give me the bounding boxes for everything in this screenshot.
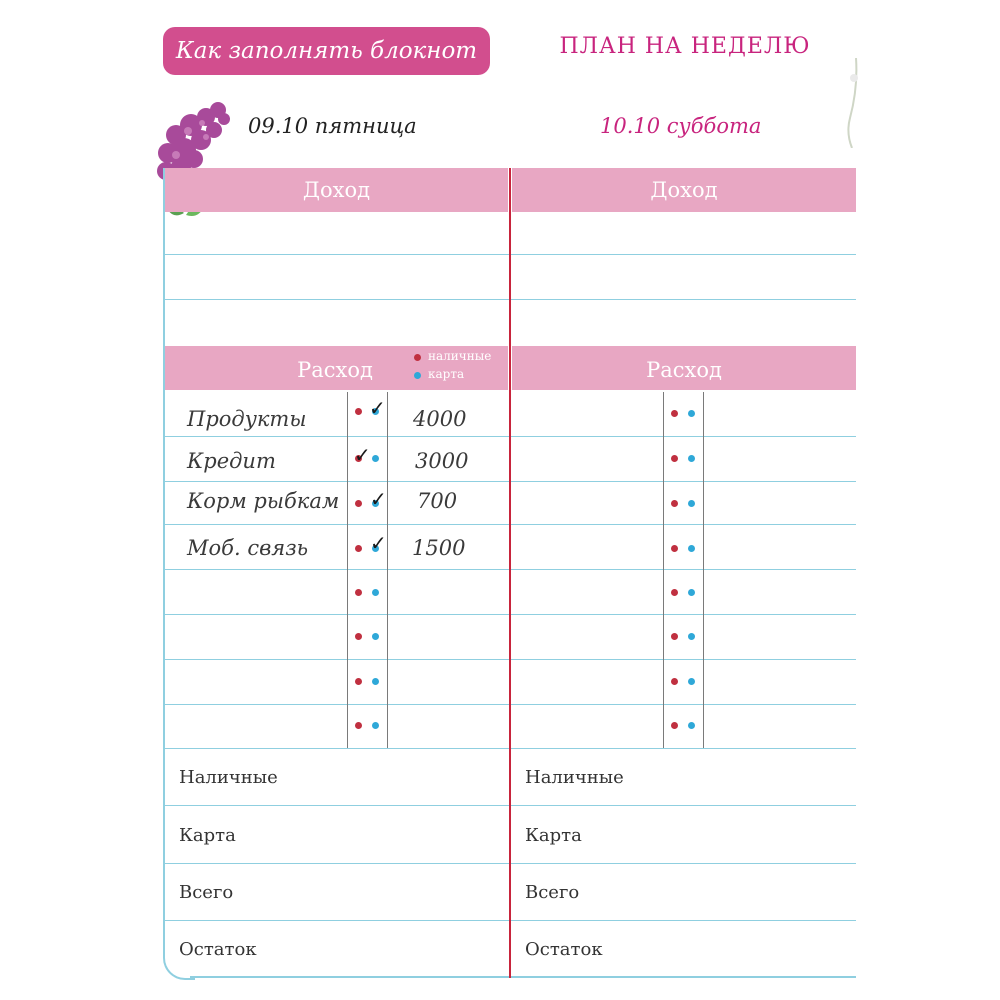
column-divider [663,392,664,748]
expense-label-day2: Расход [646,358,722,382]
check-mark: ✓ [370,487,387,511]
summary-remainder-day1: Остаток [179,939,257,960]
card-dot [414,372,421,379]
income-label-day2: Доход [650,178,718,202]
expense-amount: 4000 [413,407,467,431]
expense-amount: 3000 [415,449,469,473]
card-dot[interactable] [688,589,695,596]
column-divider [347,392,348,748]
plan-title: ПЛАН НА НЕДЕЛЮ [559,34,811,59]
card-dot[interactable] [688,410,695,417]
cash-dot[interactable] [671,589,678,596]
expense-amount: 700 [417,489,458,513]
cash-dot[interactable] [355,722,362,729]
legend-card: карта [428,367,465,381]
how-to-fill-label: Как заполнять блокнот [163,27,490,75]
cash-dot[interactable] [671,500,678,507]
card-dot[interactable] [688,678,695,685]
legend-cash: наличные [428,349,492,363]
cash-dot[interactable] [671,633,678,640]
expense-amount: 1500 [412,536,466,560]
expense-item: Продукты [187,407,307,431]
check-mark: ✓ [354,443,371,467]
cash-dot[interactable] [355,633,362,640]
summary-total-day1: Всего [179,882,234,903]
summary-cash-day2: Наличные [525,767,624,788]
card-dot[interactable] [372,722,379,729]
check-mark: ✓ [369,396,386,420]
column-divider [387,392,388,748]
cash-dot[interactable] [671,678,678,685]
summary-total-day2: Всего [525,882,580,903]
card-dot[interactable] [688,545,695,552]
summary-card-day2: Карта [525,825,582,846]
cash-dot[interactable] [355,408,362,415]
cash-dot[interactable] [355,589,362,596]
summary-remainder-day2: Остаток [525,939,603,960]
card-dot[interactable] [688,500,695,507]
cash-dot [414,354,421,361]
cash-dot[interactable] [671,455,678,462]
card-dot[interactable] [688,455,695,462]
expense-item: Корм рыбкам [187,489,340,513]
expense-label-day1: Расход [297,358,373,382]
card-dot[interactable] [688,722,695,729]
day-divider [509,168,511,978]
card-dot[interactable] [372,455,379,462]
cash-dot[interactable] [671,722,678,729]
card-dot[interactable] [372,589,379,596]
date-day1: 09.10 пятница [248,114,417,138]
column-divider [703,392,704,748]
card-dot[interactable] [688,633,695,640]
flower-stem-icon [840,58,860,148]
card-dot[interactable] [372,633,379,640]
sheet-border [163,168,165,958]
expense-item: Кредит [187,449,276,473]
check-mark: ✓ [370,531,387,555]
cash-dot[interactable] [355,678,362,685]
cash-dot[interactable] [355,500,362,507]
summary-cash-day1: Наличные [179,767,278,788]
sheet-bottom [190,976,856,978]
cash-dot[interactable] [355,545,362,552]
income-label-day1: Доход [302,178,371,202]
cash-dot[interactable] [671,545,678,552]
expense-item: Моб. связь [187,536,309,560]
summary-card-day1: Карта [179,825,236,846]
cash-dot[interactable] [671,410,678,417]
date-day2: 10.10 суббота [600,114,762,138]
card-dot[interactable] [372,678,379,685]
